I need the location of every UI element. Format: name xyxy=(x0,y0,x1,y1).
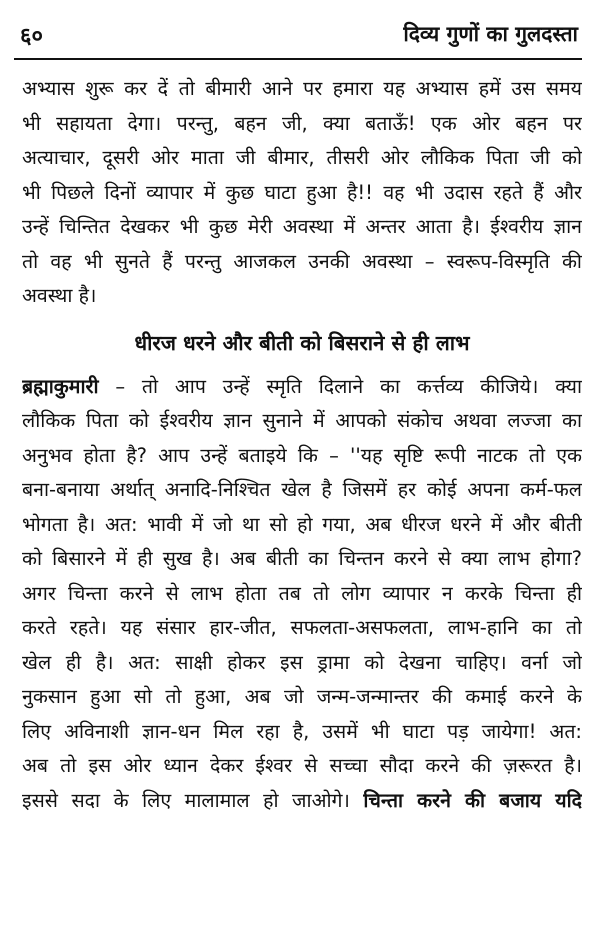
page-number: ६० xyxy=(20,24,43,49)
paragraph-1 xyxy=(22,72,582,314)
first-line-rest: – तो आप उन्हें स्मृति दिलाने का कर्त्तव्य कीजिये। क्या xyxy=(98,374,582,398)
text-line: भी सहायता देगा। परन्तु, बहन जी, क्या बताऊँ! एक ओर बहन पर xyxy=(22,111,582,135)
text-line: बना-बनाया अर्थात् अनादि-निश्चित खेल है जिसमें हर कोई अपना कर्म-फल xyxy=(22,478,582,501)
body-text xyxy=(22,72,582,818)
text-line xyxy=(22,784,582,819)
speaker-label: ब्रह्माकुमारी xyxy=(22,374,99,398)
text-line xyxy=(22,370,582,405)
paragraph-2 xyxy=(22,370,582,819)
text-line: खेल ही है। अत: साक्षी होकर इस ड्रामा को देखना चाहिए। वर्ना जो xyxy=(22,650,582,674)
page-header xyxy=(14,14,582,54)
text-line: अब तो इस ओर ध्यान देकर ईश्वर से सच्चा सौदा करने की ज़रूरत है। xyxy=(22,754,582,777)
text-line: लिए अविनाशी ज्ञान-धन मिल रहा है, उसमें भी घाटा पड़ जायेगा! अत: xyxy=(22,719,582,743)
text-line: अत्याचार, दूसरी ओर माता जी बीमार, तीसरी ओर लौकिक पिता जी को xyxy=(22,146,582,169)
text-line: अनुभव होता है? आप उन्हें बताइये कि – ''यह सृष्टि रूपी नाटक तो एक xyxy=(22,443,582,467)
text-line: को बिसारने में ही सुख है। अब बीती का चिन्तन करने से क्या लाभ होगा? xyxy=(22,547,582,570)
text-line: भोगता है। अत: भावी में जो था सो हो गया, अब धीरज धरने में और बीती xyxy=(22,512,582,536)
text-line: अभ्यास शुरू कर दें तो बीमारी आने पर हमारा यह अभ्यास हमें उस समय xyxy=(22,77,582,100)
text-line: लौकिक पिता को ईश्वरीय ज्ञान सुनाने में आपको संकोच अथवा लज्जा का xyxy=(22,409,582,432)
text-line: तो वह भी सुनते हैं परन्तु आजकल उनकी अवस्था – स्वरूप-विस्मृति की xyxy=(22,249,582,273)
last-line-bold: चिन्ता करने की बजाय यदि xyxy=(363,788,582,812)
header-rule xyxy=(14,58,582,60)
text-line: करते रहते। यह संसार हार-जीत, सफलता-असफलता, लाभ-हानि का तो xyxy=(22,616,582,639)
text-line: नुकसान हुआ सो तो हुआ, अब जो जन्म-जन्मान्तर की कमाई करने के xyxy=(22,685,582,708)
section-heading: धीरज धरने और बीती को बिसराने से ही लाभ xyxy=(134,330,470,355)
text-line: उन्हें चिन्तित देखकर भी कुछ मेरी अवस्था में अन्तर आता है। ईश्वरीय ज्ञान xyxy=(22,215,582,238)
running-title: दिव्य गुणों का गुलदस्ता xyxy=(403,22,578,46)
last-line-normal: इससे सदा के लिए मालामाल हो जाओगे। xyxy=(22,788,364,812)
text-line: अगर चिन्ता करने से लाभ होता तब तो लोग व्यापार न करके चिन्ता ही xyxy=(22,581,582,605)
text-line: भी पिछले दिनों व्यापार में कुछ घाटा हुआ है!! वह भी उदास रहते हैं और xyxy=(22,180,582,204)
text-line: अवस्था है। xyxy=(22,284,97,307)
